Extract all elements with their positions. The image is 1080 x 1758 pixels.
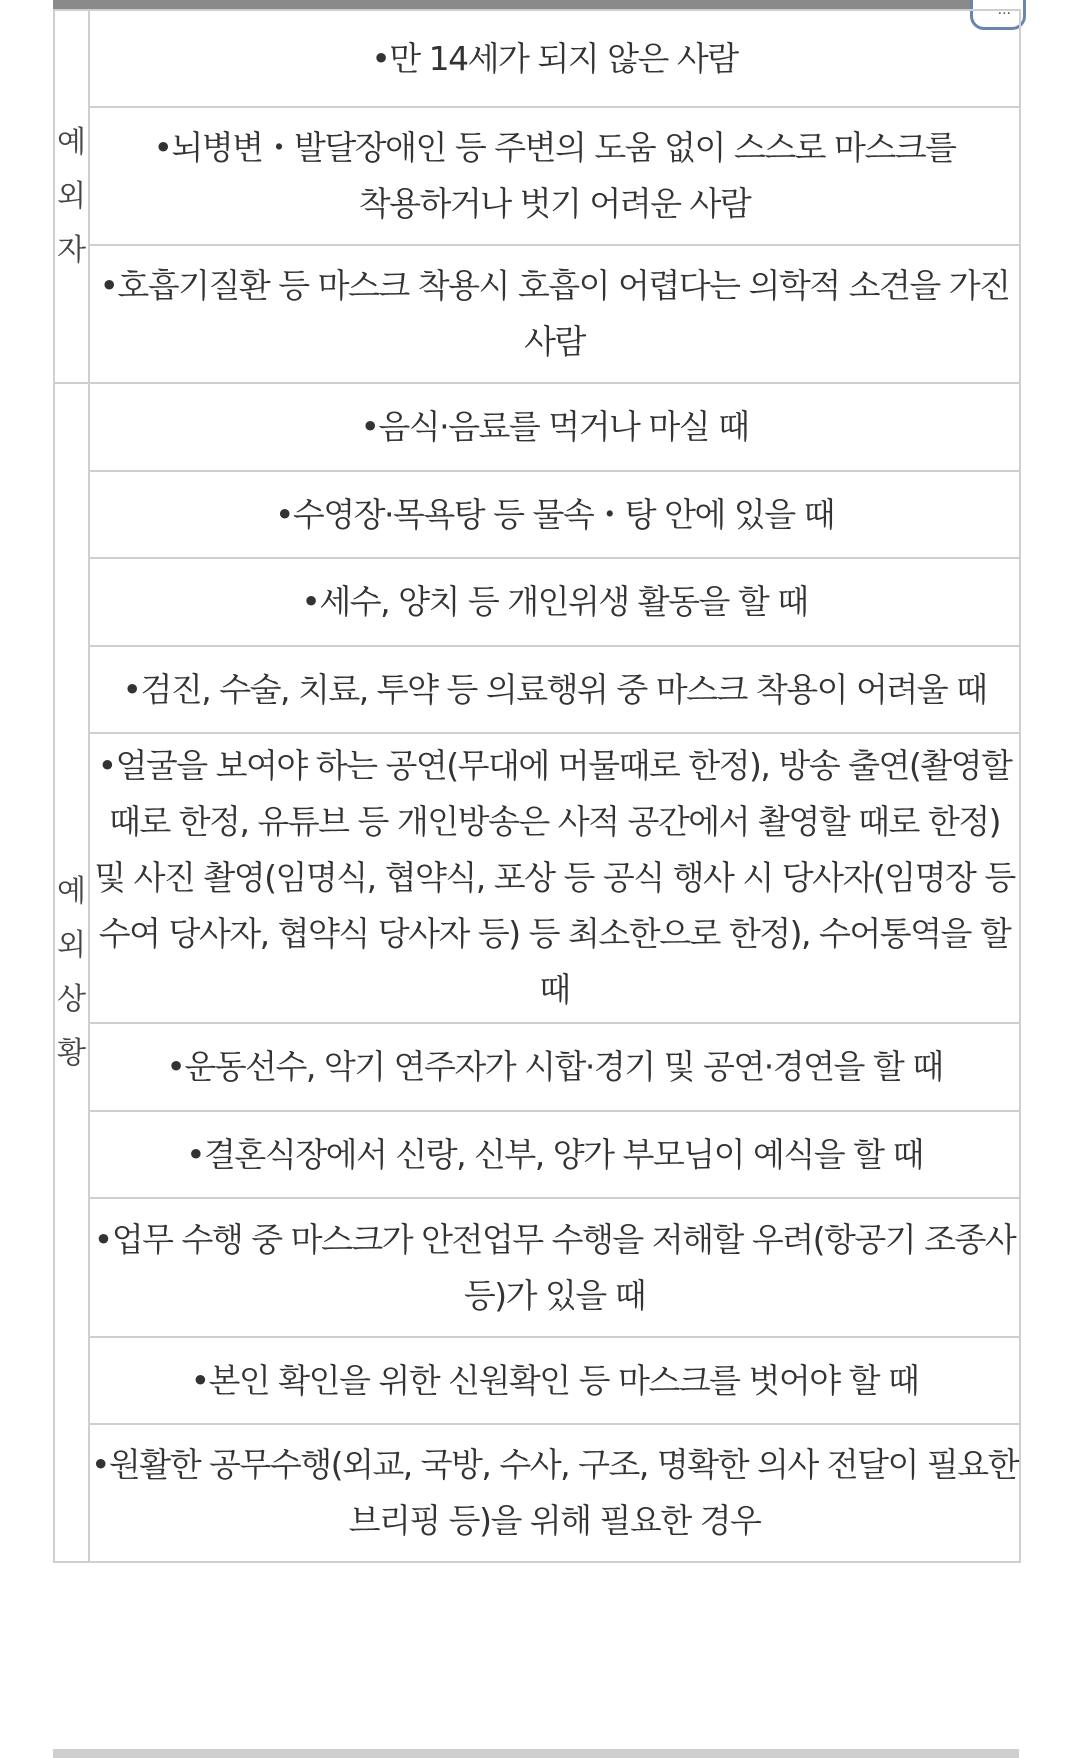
table-row bbox=[54, 10, 1020, 107]
table-cell: •업무 수행 중 마스크가 안전업무 수행을 저해할 우려(항공기 조종사 등)가 있을 때 bbox=[89, 1198, 1020, 1337]
ellipsis-icon: ··· bbox=[997, 6, 1011, 22]
table-cell: •세수, 양치 등 개인위생 활동을 할 때 bbox=[89, 558, 1020, 646]
table-cell: •만 14세가 되지 않은 사람 bbox=[89, 10, 1020, 107]
bottom-border bbox=[53, 1749, 1019, 1758]
table-row bbox=[54, 1111, 1020, 1198]
mask-exception-table bbox=[53, 6, 1021, 1563]
category-label: 예외상황 bbox=[57, 873, 86, 1071]
table-cell: •본인 확인을 위한 신원확인 등 마스크를 벗어야 할 때 bbox=[89, 1337, 1020, 1424]
table-row bbox=[54, 646, 1020, 733]
category-cell-exempt-situations bbox=[54, 383, 89, 1562]
table-row bbox=[54, 383, 1020, 471]
table-cell: •운동선수, 악기 연주자가 시합·경기 및 공연·경연을 할 때 bbox=[89, 1023, 1020, 1111]
table-row bbox=[54, 245, 1020, 383]
table-cell: •호흡기질환 등 마스크 착용시 호흡이 어렵다는 의학적 소견을 가진 사람 bbox=[89, 245, 1020, 383]
table-cell: •음식·음료를 먹거나 마실 때 bbox=[89, 383, 1020, 471]
table-cell: •결혼식장에서 신랑, 신부, 양가 부모님이 예식을 할 때 bbox=[89, 1111, 1020, 1198]
table-row bbox=[54, 1337, 1020, 1424]
table-row bbox=[54, 107, 1020, 245]
table-row bbox=[54, 1198, 1020, 1337]
table-row bbox=[54, 558, 1020, 646]
table-row bbox=[54, 1023, 1020, 1111]
table-cell: •뇌병변・발달장애인 등 주변의 도움 없이 스스로 마스크를 착용하거나 벗기 어려운 사람 bbox=[89, 107, 1020, 245]
category-label: 예외자 bbox=[57, 124, 86, 268]
table-cell: •얼굴을 보여야 하는 공연(무대에 머물때로 한정), 방송 출연(촬영할 때로 한정, 유튜브 등 개인방송은 사적 공간에서 촬영할 때로 한정) 및 사진 촬영(임명식, 협약식, 포상 등 공식 행사 시 당사자(임명장 등 수여 당사자, 협약식 당사자 등) 등 최소한으로 한정), 수어통역을 할 때 bbox=[89, 733, 1020, 1023]
table-row bbox=[54, 733, 1020, 1023]
table-cell: •수영장·목욕탕 등 물속・탕 안에 있을 때 bbox=[89, 471, 1020, 558]
table-row bbox=[54, 1424, 1020, 1562]
category-cell-exempt-persons bbox=[54, 10, 89, 383]
top-border bbox=[53, 0, 1019, 9]
table-cell: •검진, 수술, 치료, 투약 등 의료행위 중 마스크 착용이 어려울 때 bbox=[89, 646, 1020, 733]
table-row bbox=[54, 471, 1020, 558]
table-cell: •원활한 공무수행(외교, 국방, 수사, 구조, 명확한 의사 전달이 필요한 브리핑 등)을 위해 필요한 경우 bbox=[89, 1424, 1020, 1562]
